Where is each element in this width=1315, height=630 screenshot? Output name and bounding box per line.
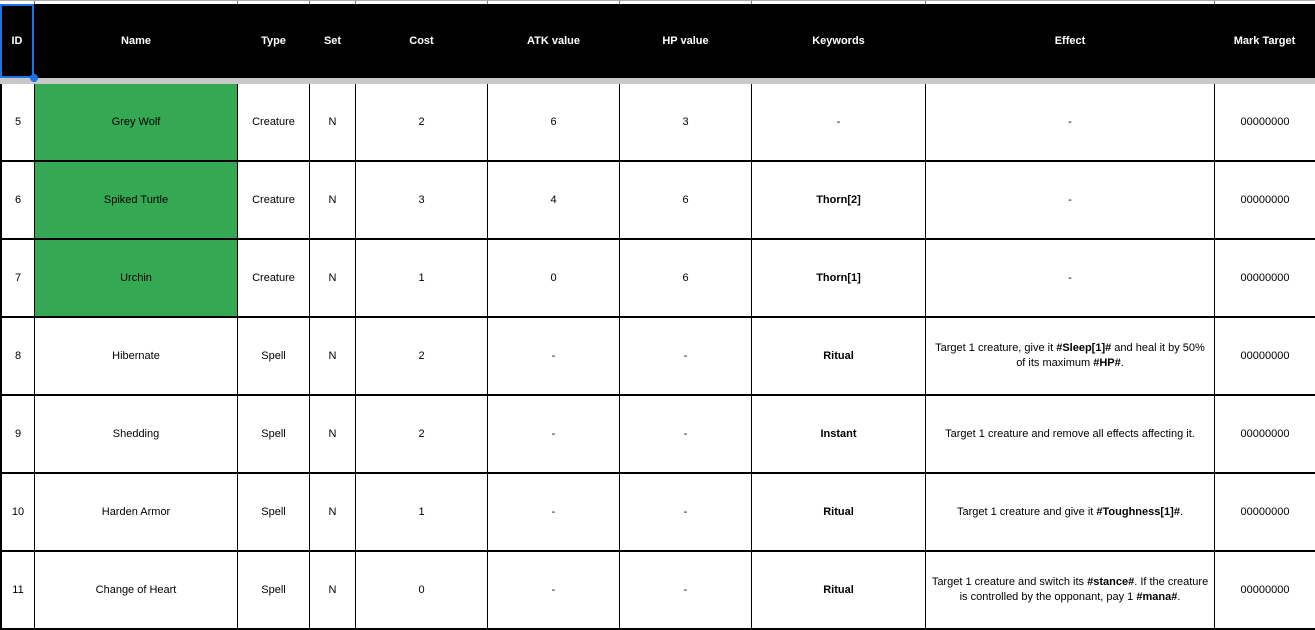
header-cell-effect[interactable] (926, 4, 1215, 78)
header-cell-mark-target[interactable] (1215, 4, 1315, 78)
cell-hp[interactable]: - (620, 474, 752, 550)
header-label: Set (323, 35, 342, 47)
header-cell-keywords[interactable] (752, 4, 926, 78)
cell-effect[interactable] (926, 552, 1215, 628)
header-label: Name (121, 35, 151, 47)
cell-keywords[interactable]: Instant (752, 396, 926, 472)
header-row (0, 4, 1315, 78)
cell-name[interactable]: Harden Armor (35, 474, 238, 550)
header-cell-atk-value[interactable] (488, 4, 620, 78)
cell-type[interactable]: Spell (238, 474, 310, 550)
header-label: Effect (1054, 35, 1086, 47)
cell-mark-target[interactable]: 00000000 (1240, 583, 1290, 596)
cell-cost[interactable]: 0 (356, 552, 488, 628)
header-label: Keywords (812, 35, 865, 47)
cell-set[interactable]: N (310, 396, 356, 472)
cell-type[interactable]: Creature (238, 240, 310, 316)
cell-keywords[interactable]: Ritual (752, 318, 926, 394)
cell-type[interactable]: Spell (238, 396, 310, 472)
cell-hp[interactable]: - (620, 552, 752, 628)
cell-cost[interactable]: 1 (356, 240, 488, 316)
cell-effect[interactable] (926, 84, 1215, 160)
cell-atk[interactable]: - (488, 474, 620, 550)
cell-hp[interactable]: 6 (620, 240, 752, 316)
cell-atk[interactable]: 0 (488, 240, 620, 316)
cell-name[interactable]: Spiked Turtle (35, 162, 238, 238)
cell-id[interactable]: 6 (0, 162, 35, 238)
cell-atk[interactable]: - (488, 318, 620, 394)
cell-set[interactable]: N (310, 474, 356, 550)
header-cell-type[interactable] (238, 4, 310, 78)
header-cell-set[interactable] (310, 4, 356, 78)
table-row (0, 318, 1315, 396)
cell-keywords[interactable]: - (752, 84, 926, 160)
header-cell-cost[interactable] (356, 4, 488, 78)
cell-keywords[interactable]: Thorn[2] (752, 162, 926, 238)
cell-effect[interactable] (926, 240, 1215, 316)
cell-id[interactable]: 8 (0, 318, 35, 394)
cell-set[interactable]: N (310, 84, 356, 160)
cell-effect[interactable] (926, 396, 1215, 472)
effect-text: Target 1 creature and switch its #stance#. If the creature is controlled by the opponant, pay 1 #mana#. (931, 576, 1209, 603)
cell-set[interactable]: N (310, 240, 356, 316)
cell-mark-target[interactable]: 00000000 (1240, 349, 1290, 362)
header-label: Mark Target (1233, 35, 1296, 47)
cell-hp[interactable]: 6 (620, 162, 752, 238)
cell-hp[interactable]: - (620, 396, 752, 472)
cell-mark-target[interactable]: 00000000 (1240, 193, 1290, 206)
cell-effect[interactable] (926, 318, 1215, 394)
table-body (0, 84, 1315, 630)
effect-text: Target 1 creature and give it #Toughness[1]#. (956, 505, 1183, 518)
effect-text: Target 1 creature and remove all effects affecting it. (945, 427, 1195, 440)
cell-cost[interactable]: 2 (356, 396, 488, 472)
cell-atk[interactable]: 4 (488, 162, 620, 238)
cell-type[interactable]: Creature (238, 162, 310, 238)
cell-id[interactable]: 7 (0, 240, 35, 316)
table-row (0, 396, 1315, 474)
header-label: Type (261, 35, 286, 47)
cell-effect[interactable] (926, 474, 1215, 550)
cell-id[interactable]: 9 (0, 396, 35, 472)
cell-set[interactable]: N (310, 552, 356, 628)
cell-atk[interactable]: 6 (488, 84, 620, 160)
header-label: ID (11, 35, 23, 47)
effect-text: - (1068, 193, 1072, 206)
cell-hp[interactable]: 3 (620, 84, 752, 160)
header-label: HP value (662, 35, 709, 47)
effect-text: Target 1 creature, give it #Sleep[1]# and heal it by 50% of its maximum #HP#. (935, 342, 1205, 369)
cell-atk[interactable]: - (488, 552, 620, 628)
cell-mark-target[interactable]: 00000000 (1240, 427, 1290, 440)
header-label: ATK value (527, 35, 580, 47)
header-cell-name[interactable] (35, 4, 238, 78)
cell-type[interactable]: Creature (238, 84, 310, 160)
cell-type[interactable]: Spell (238, 318, 310, 394)
cell-cost[interactable]: 1 (356, 474, 488, 550)
header-cell-hp-value[interactable] (620, 4, 752, 78)
table-row (0, 474, 1315, 552)
table-row (0, 552, 1315, 630)
cell-cost[interactable]: 3 (356, 162, 488, 238)
table-row (0, 162, 1315, 240)
cell-hp[interactable]: - (620, 318, 752, 394)
cell-name[interactable]: Shedding (35, 396, 238, 472)
cell-set[interactable]: N (310, 162, 356, 238)
table-row (0, 84, 1315, 162)
selection-fill-handle[interactable] (30, 74, 38, 82)
cell-cost[interactable]: 2 (356, 84, 488, 160)
cell-id[interactable]: 11 (0, 552, 35, 628)
cell-name[interactable]: Grey Wolf (35, 84, 238, 160)
header-label: Cost (409, 35, 434, 47)
cell-type[interactable]: Spell (238, 552, 310, 628)
cell-keywords[interactable]: Ritual (752, 552, 926, 628)
cell-keywords[interactable]: Ritual (752, 474, 926, 550)
cell-cost[interactable]: 2 (356, 318, 488, 394)
cell-keywords[interactable]: Thorn[1] (752, 240, 926, 316)
cell-name[interactable]: Hibernate (35, 318, 238, 394)
cell-mark-target[interactable]: 00000000 (1240, 115, 1290, 128)
table-row (0, 240, 1315, 318)
cell-name[interactable]: Change of Heart (35, 552, 238, 628)
cell-id[interactable]: 10 (0, 474, 35, 550)
cell-mark-target[interactable]: 00000000 (1240, 271, 1290, 284)
effect-text: - (1068, 271, 1072, 284)
cell-effect[interactable] (926, 162, 1215, 238)
cell-id[interactable]: 5 (0, 84, 35, 160)
effect-text: - (1068, 115, 1072, 128)
cell-name[interactable]: Urchin (35, 240, 238, 316)
cell-set[interactable]: N (310, 318, 356, 394)
cell-mark-target[interactable]: 00000000 (1240, 505, 1290, 518)
cell-atk[interactable]: - (488, 396, 620, 472)
header-cell-id[interactable] (0, 4, 35, 78)
